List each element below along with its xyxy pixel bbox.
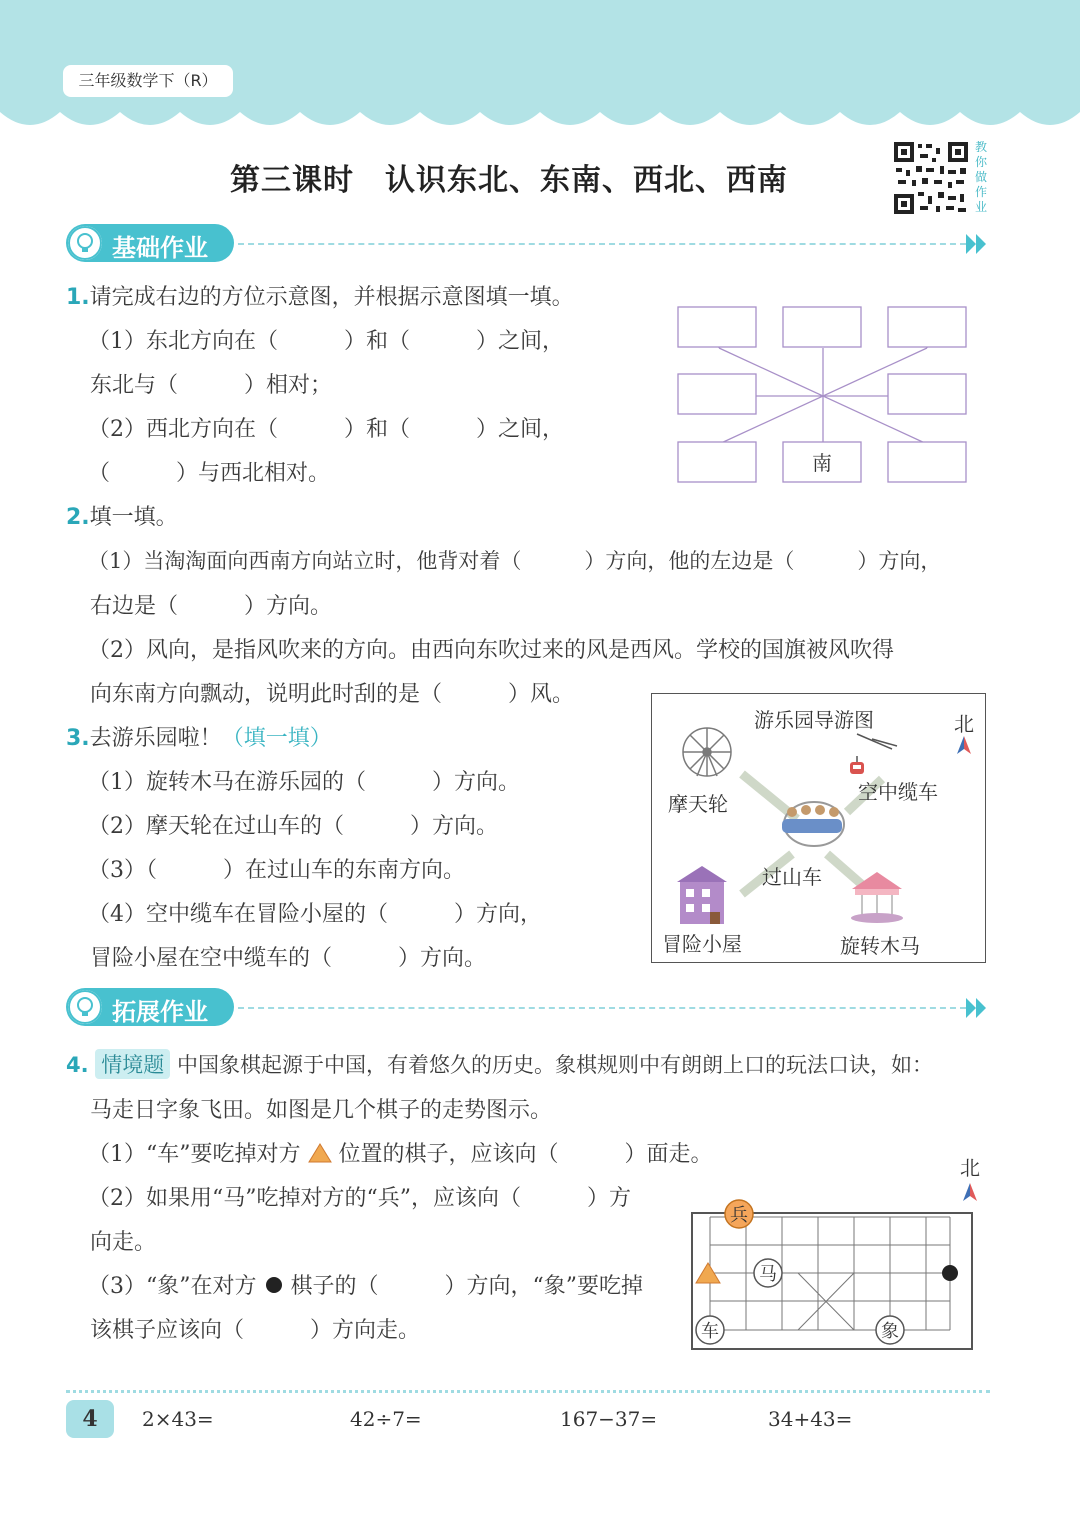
q2-line: （1）当淘淘面向西南方向站立时，他背对着（ ）方向，他的左边是（ ）方向， (88, 549, 942, 573)
question-prompt: 请完成右边的方位示意图，并根据示意图填一填。 (89, 285, 574, 310)
park-map-drawing (652, 694, 985, 962)
svg-text:象: 象 (881, 1321, 899, 1342)
answer-box (888, 307, 966, 347)
chess-piece-ma (754, 1259, 782, 1287)
qr-side-text: 教你做作业 (975, 140, 988, 214)
black-dot-icon (264, 1275, 284, 1295)
q3-line: （1）旋转木马在游乐园的（ ）方向。 (88, 770, 520, 795)
q2-line: 右边是（ ）方向。 (90, 594, 333, 619)
question-prompt: 去游乐园啦！ (89, 726, 222, 751)
q4-line: （3）“象”在对方 (88, 1274, 257, 1299)
map-label-ferris-wheel: 摩天轮 (668, 792, 728, 816)
section-badge-extended (66, 988, 234, 1026)
double-arrow-icon (966, 998, 990, 1018)
svg-text:马: 马 (759, 1264, 777, 1285)
chess-piece-bing (725, 1200, 753, 1228)
q3-line: （4）空中缆车在冒险小屋的（ ）方向， (88, 902, 542, 927)
q1-line: （ ）与西北相对。 (88, 461, 331, 486)
q4-line: 该棋子应该向（ ）方向走。 (90, 1318, 421, 1343)
question-number: 1. (66, 285, 90, 310)
section-label-extended: 拓展作业 (112, 998, 208, 1026)
calc-item: 34+43= (768, 1407, 853, 1431)
roller-coaster-icon (782, 802, 844, 846)
q4-line: 棋子的（ ）方向，“象”要吃掉 (290, 1274, 643, 1299)
answer-box (678, 374, 756, 414)
question-number: 3. (66, 726, 90, 751)
q3-line: （3）（ ）在过山车的东南方向。 (88, 858, 465, 883)
section-divider (238, 243, 966, 245)
q4-line: 马走日字象飞田。如图是几个棋子的走势图示。 (90, 1098, 553, 1123)
q3-line: 冒险小屋在空中缆车的（ ）方向。 (90, 946, 487, 971)
park-map (651, 693, 986, 963)
q4-line: 中国象棋起源于中国，有着悠久的历史。象棋规则中有朗朗上口的玩法口诀，如： (176, 1053, 933, 1077)
footer-divider (66, 1390, 990, 1393)
section-divider (238, 1007, 966, 1009)
ferris-wheel-icon (683, 728, 731, 776)
board-north-label: 北 (960, 1156, 980, 1180)
double-arrow-icon (966, 234, 990, 254)
q2-line: 向东南方向飘动，说明此时刮的是（ ）风。 (90, 682, 575, 707)
lightbulb-icon (68, 990, 102, 1024)
question-number: 2. (66, 505, 90, 530)
calc-item: 167−37= (560, 1407, 658, 1431)
north-arrow-icon (963, 1183, 977, 1201)
map-north-label: 北 (954, 712, 974, 736)
question-number: 4. (66, 1053, 89, 1077)
answer-box (783, 307, 861, 347)
question-tag: 情境题 (95, 1049, 170, 1079)
chess-board (688, 1155, 988, 1355)
chess-piece-xiang (876, 1316, 904, 1344)
section-badge-basic (66, 224, 234, 262)
q4-line: 向走。 (90, 1230, 157, 1255)
answer-box (678, 442, 756, 482)
calc-item: 42÷7= (350, 1407, 422, 1431)
svg-text:兵: 兵 (730, 1205, 748, 1226)
north-arrow-icon (957, 736, 971, 754)
diagram-south-label: 南 (812, 451, 832, 475)
q4-line: （2）如果用“马”吃掉对方的“兵”，应该向（ ）方 (88, 1186, 631, 1211)
adventure-house-icon (677, 866, 727, 924)
answer-box (678, 307, 756, 347)
svg-text:车: 车 (701, 1321, 719, 1342)
map-label-roller-coaster: 过山车 (762, 865, 822, 889)
answer-box (888, 374, 966, 414)
q1-line: （1）东北方向在（ ）和（ ）之间， (88, 329, 564, 354)
grade-tag: 三年级数学下（R） (63, 65, 233, 97)
question-prompt: 填一填。 (89, 505, 178, 530)
q3-line: （2）摩天轮在过山车的（ ）方向。 (88, 814, 498, 839)
triangle-icon (308, 1143, 332, 1163)
map-label-cable-car: 空中缆车 (858, 780, 938, 804)
q1-line: 东北与（ ）相对； (90, 373, 333, 398)
qr-code[interactable] (892, 140, 970, 216)
question-hint: （填一填） (221, 726, 332, 751)
map-label-adventure-house: 冒险小屋 (662, 932, 742, 956)
black-dot-marker (942, 1265, 958, 1281)
page-title: 第三课时 认识东北、东南、西北、西南 (230, 163, 788, 198)
answer-box (888, 442, 966, 482)
cable-car-icon (850, 734, 897, 774)
chess-piece-che (696, 1316, 724, 1344)
calc-item: 2×43= (142, 1407, 214, 1431)
q4-line: （1）“车”要吃掉对方 (88, 1142, 301, 1167)
q1-line: （2）西北方向在（ ）和（ ）之间， (88, 417, 564, 442)
section-label-basic: 基础作业 (112, 234, 208, 262)
page-number: 4 (66, 1400, 114, 1438)
direction-diagram (675, 304, 971, 488)
lightbulb-icon (68, 226, 102, 260)
q4-line: 位置的棋子，应该向（ ）面走。 (338, 1142, 713, 1167)
map-label-carousel: 旋转木马 (840, 934, 920, 958)
map-title: 游乐园导游图 (754, 708, 874, 732)
q2-line: （2）风向，是指风吹来的方向。由西向东吹过来的风是西风。学校的国旗被风吹得 (88, 638, 894, 663)
